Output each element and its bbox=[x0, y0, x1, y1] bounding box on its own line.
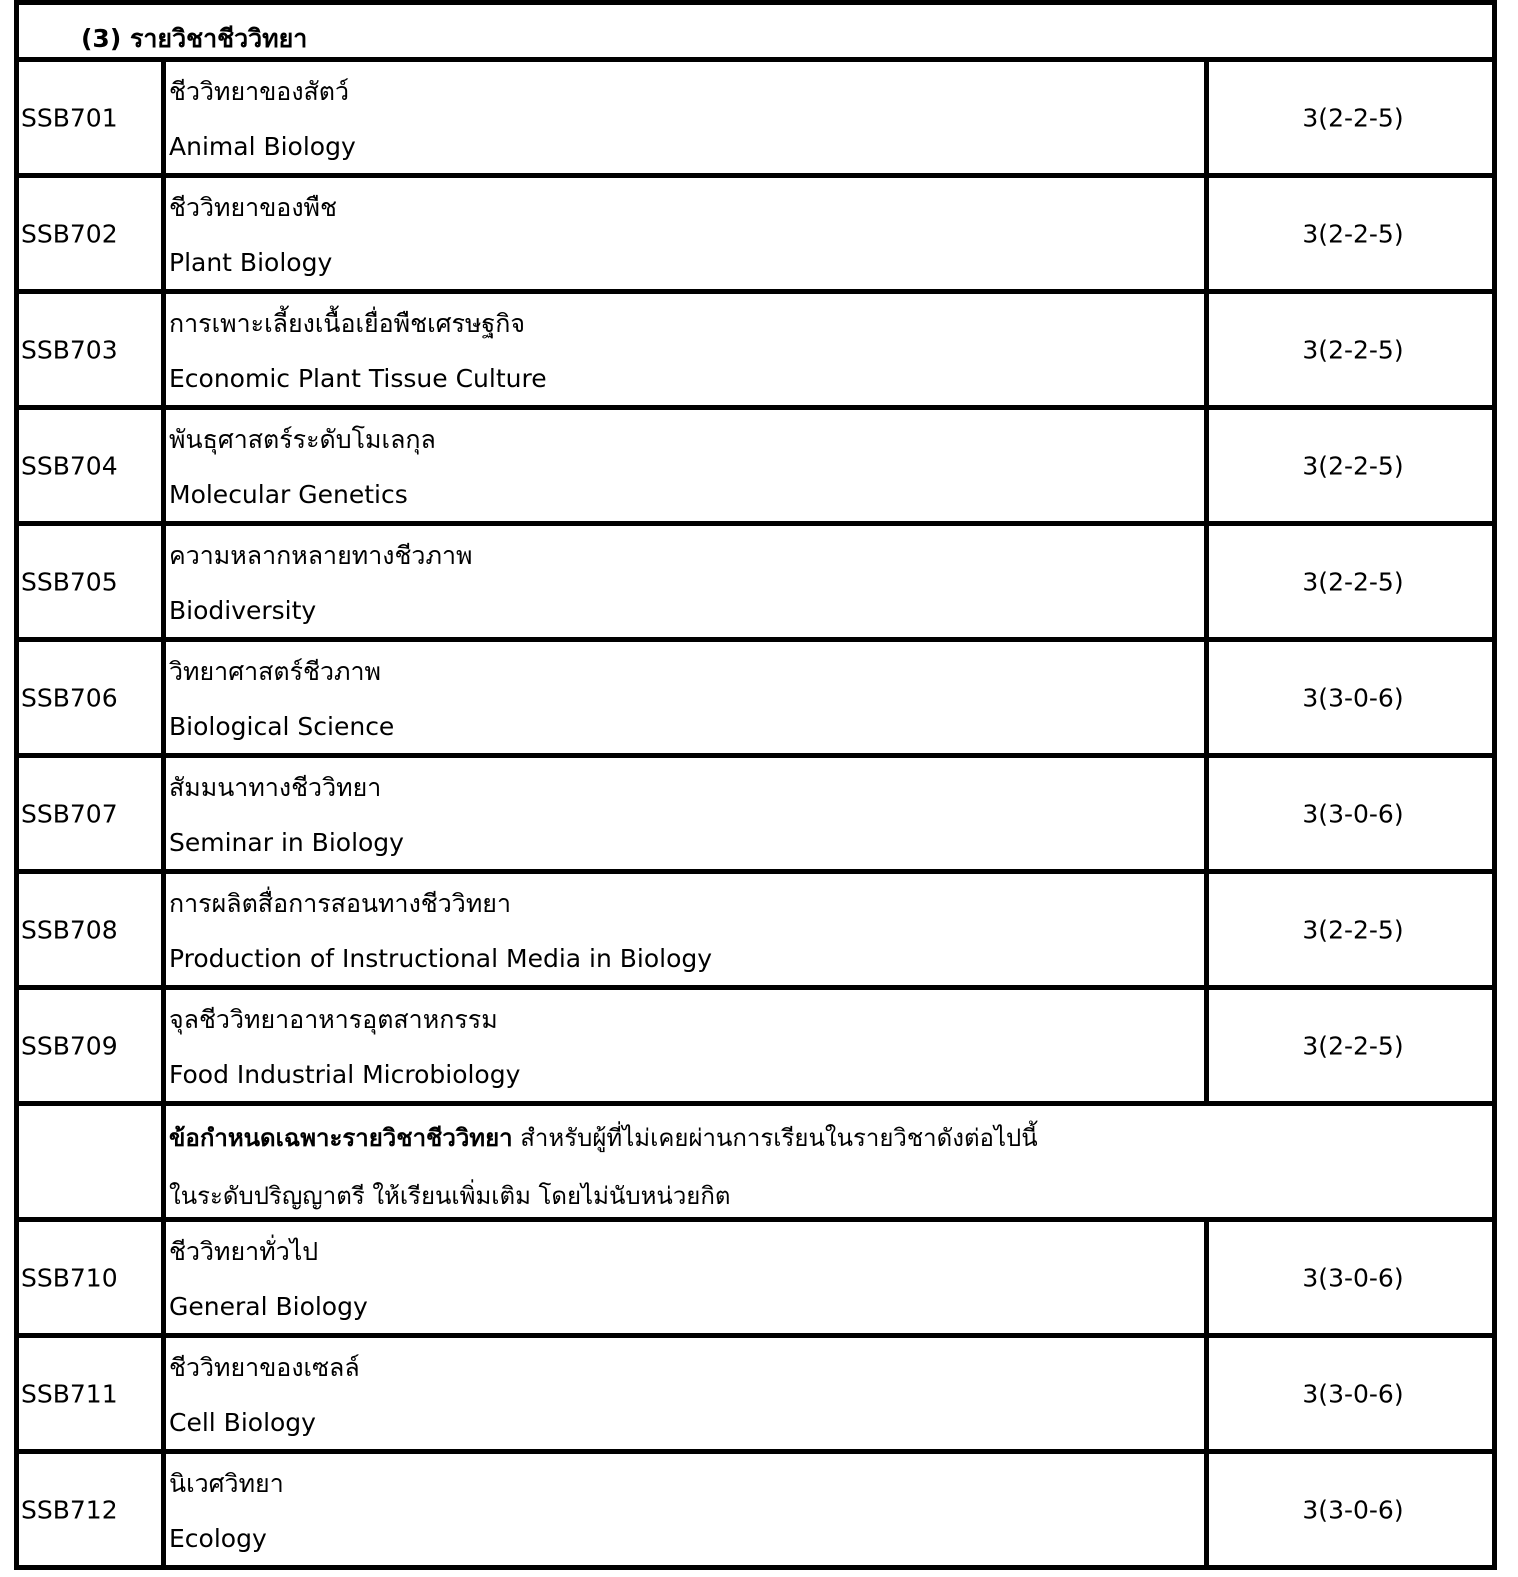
note-empty-cell bbox=[19, 1106, 166, 1217]
course-name-thai: พันธุศาสตร์ระดับโมเลกุล bbox=[169, 425, 436, 454]
course-name-cell bbox=[166, 1222, 1209, 1333]
note-line-2: ในระดับปริญญาตรี ให้เรียนเพิ่มเติม โดยไม่นับหน่วยกิต bbox=[169, 1182, 731, 1210]
course-name-english: General Biology bbox=[169, 1292, 368, 1321]
course-name-english: Ecology bbox=[169, 1524, 267, 1553]
course-credits-cell bbox=[1209, 1454, 1492, 1565]
course-name-cell bbox=[166, 526, 1209, 637]
note-cell bbox=[166, 1106, 1492, 1217]
course-credits-cell bbox=[1209, 62, 1492, 173]
table-row bbox=[14, 753, 1497, 869]
course-name-thai: จุลชีววิทยาอาหารอุตสาหกรรม bbox=[169, 1005, 498, 1034]
course-name-cell bbox=[166, 990, 1209, 1101]
course-name-cell bbox=[166, 1454, 1209, 1565]
course-credits-cell bbox=[1209, 874, 1492, 985]
course-code-cell bbox=[19, 526, 166, 637]
course-code: SSB707 bbox=[21, 799, 118, 828]
section-title: (3) รายวิชาชีววิทยา bbox=[81, 24, 308, 53]
course-code: SSB704 bbox=[21, 451, 118, 480]
course-name-english: Biodiversity bbox=[169, 596, 317, 625]
course-code-cell bbox=[19, 758, 166, 869]
note-text: สำหรับผู้ที่ไม่เคยผ่านการเรียนในรายวิชาดังต่อไปนี้ bbox=[512, 1124, 1038, 1152]
course-credits-cell bbox=[1209, 1222, 1492, 1333]
course-code: SSB709 bbox=[21, 1031, 118, 1060]
table-row bbox=[14, 869, 1497, 985]
course-name-english: Food Industrial Microbiology bbox=[169, 1060, 521, 1089]
course-credits-cell bbox=[1209, 1338, 1492, 1449]
course-code-cell bbox=[19, 990, 166, 1101]
course-credits: 3(2-2-5) bbox=[1302, 451, 1404, 480]
course-name-thai: ชีววิทยาทั่วไป bbox=[169, 1237, 319, 1266]
course-code-cell bbox=[19, 642, 166, 753]
course-name-thai: ความหลากหลายทางชีวภาพ bbox=[169, 541, 473, 570]
course-code-cell bbox=[19, 1338, 166, 1449]
section-header-row bbox=[14, 0, 1497, 62]
course-name-english: Cell Biology bbox=[169, 1408, 316, 1437]
course-name-cell bbox=[166, 1338, 1209, 1449]
course-code-cell bbox=[19, 294, 166, 405]
course-name-thai: สัมมนาทางชีววิทยา bbox=[169, 773, 382, 802]
course-credits-cell bbox=[1209, 178, 1492, 289]
course-code: SSB708 bbox=[21, 915, 118, 944]
table-row bbox=[14, 1217, 1497, 1333]
course-credits: 3(3-0-6) bbox=[1302, 1495, 1404, 1524]
course-code: SSB712 bbox=[21, 1495, 118, 1524]
table-row bbox=[14, 637, 1497, 753]
course-credits: 3(3-0-6) bbox=[1302, 1379, 1404, 1408]
course-name-cell bbox=[166, 178, 1209, 289]
course-code: SSB702 bbox=[21, 219, 118, 248]
course-name-cell bbox=[166, 62, 1209, 173]
course-credits-cell bbox=[1209, 526, 1492, 637]
course-code-cell bbox=[19, 1222, 166, 1333]
table-row bbox=[14, 521, 1497, 637]
course-name-thai: วิทยาศาสตร์ชีวภาพ bbox=[169, 657, 382, 686]
course-name-thai: ชีววิทยาของพืช bbox=[169, 193, 337, 222]
course-name-thai: ชีววิทยาของสัตว์ bbox=[169, 77, 350, 106]
course-code: SSB710 bbox=[21, 1263, 118, 1292]
course-name-english: Production of Instructional Media in Biology bbox=[169, 944, 713, 973]
course-name-english: Economic Plant Tissue Culture bbox=[169, 364, 547, 393]
course-credits-cell bbox=[1209, 642, 1492, 753]
course-name-cell bbox=[166, 642, 1209, 753]
course-code-cell bbox=[19, 178, 166, 289]
course-credits-cell bbox=[1209, 294, 1492, 405]
course-credits: 3(2-2-5) bbox=[1302, 103, 1404, 132]
course-code: SSB706 bbox=[21, 683, 118, 712]
note-line-1 bbox=[169, 1118, 1038, 1157]
note-heading: ข้อกำหนดเฉพาะรายวิชาชีววิทยา bbox=[169, 1124, 513, 1152]
course-credits-cell bbox=[1209, 990, 1492, 1101]
table-row bbox=[14, 57, 1497, 173]
course-credits: 3(2-2-5) bbox=[1302, 335, 1404, 364]
course-code: SSB701 bbox=[21, 103, 118, 132]
course-credits: 3(2-2-5) bbox=[1302, 915, 1404, 944]
course-credits-cell bbox=[1209, 758, 1492, 869]
table-row bbox=[14, 1449, 1497, 1570]
course-credits: 3(2-2-5) bbox=[1302, 567, 1404, 596]
course-name-thai: การผลิตสื่อการสอนทางชีววิทยา bbox=[169, 889, 511, 918]
course-credits: 3(3-0-6) bbox=[1302, 1263, 1404, 1292]
course-credits: 3(2-2-5) bbox=[1302, 1031, 1404, 1060]
course-name-english: Seminar in Biology bbox=[169, 828, 404, 857]
table-row bbox=[14, 1333, 1497, 1449]
course-name-english: Plant Biology bbox=[169, 248, 333, 277]
course-name-english: Animal Biology bbox=[169, 132, 356, 161]
course-code: SSB711 bbox=[21, 1379, 118, 1408]
course-code-cell bbox=[19, 410, 166, 521]
course-name-thai: นิเวศวิทยา bbox=[169, 1469, 284, 1498]
course-code: SSB705 bbox=[21, 567, 118, 596]
table-row bbox=[14, 173, 1497, 289]
course-name-cell bbox=[166, 874, 1209, 985]
course-name-cell bbox=[166, 294, 1209, 405]
course-credits-cell bbox=[1209, 410, 1492, 521]
course-code-cell bbox=[19, 1454, 166, 1565]
note-row bbox=[14, 1101, 1497, 1217]
course-code: SSB703 bbox=[21, 335, 118, 364]
course-name-english: Molecular Genetics bbox=[169, 480, 408, 509]
course-name-cell bbox=[166, 410, 1209, 521]
table-row bbox=[14, 289, 1497, 405]
course-name-cell bbox=[166, 758, 1209, 869]
course-code-cell bbox=[19, 874, 166, 985]
course-name-english: Biological Science bbox=[169, 712, 395, 741]
course-credits: 3(3-0-6) bbox=[1302, 799, 1404, 828]
course-name-thai: ชีววิทยาของเซลล์ bbox=[169, 1353, 360, 1382]
course-credits: 3(3-0-6) bbox=[1302, 683, 1404, 712]
course-code-cell bbox=[19, 62, 166, 173]
table-row bbox=[14, 405, 1497, 521]
course-credits: 3(2-2-5) bbox=[1302, 219, 1404, 248]
course-name-thai: การเพาะเลี้ยงเนื้อเยื่อพืชเศรษฐกิจ bbox=[169, 309, 526, 338]
table-row bbox=[14, 985, 1497, 1101]
